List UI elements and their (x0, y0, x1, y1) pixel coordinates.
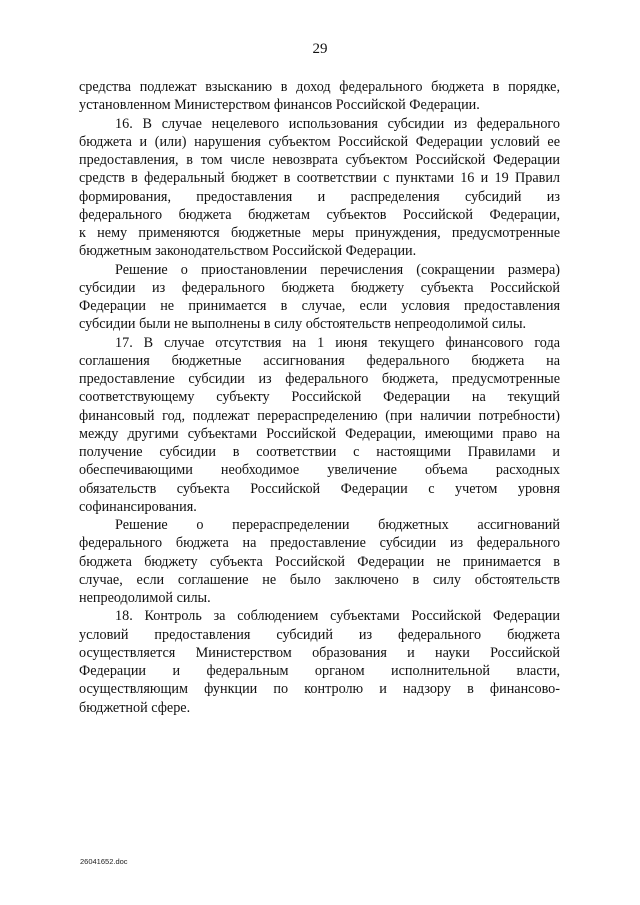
text-line: субсидии были не выполнены в силу обстоятельств непреодолимой силы. (79, 316, 527, 333)
text-line: 16. В случае нецелевого использования субсидии из федерального (115, 115, 560, 132)
text-line: между другими субъектами Российской Федерации, имеющими право на (79, 425, 560, 442)
text-line: Решение о приостановлении перечисления (сокращении размера) (115, 261, 560, 278)
text-line: Федерации и федеральным органом исполнительной власти, (79, 663, 560, 679)
text-line: бюджета бюджету субъекта Российской Федерации не принимается в (79, 553, 560, 570)
text-line: 18. Контроль за соблюдением субъектами Российской Федерации (115, 608, 560, 625)
text-line: софинансирования. (79, 498, 197, 515)
text-line: условий предоставления субсидий из федерального бюджета (79, 626, 560, 643)
text-line: непреодолимой силы. (79, 590, 211, 606)
text-line: Федерации не принимается в случае, если условия предоставления (79, 298, 560, 314)
text-line: соответствующему субъекту Российской Федерации на текущий (79, 389, 560, 406)
text-line: Решение о перераспределении бюджетных ассигнований (115, 517, 560, 533)
text-line: осуществляющим функции по контролю и надзору в финансово- (79, 681, 560, 698)
text-line: установленном Министерством финансов Российской Федерации. (79, 97, 480, 114)
footer-file-name: 26041652.doc (80, 857, 128, 866)
text-line: финансовый год, подлежат перераспределению (при наличии потребности) (79, 407, 560, 424)
text-line: бюджета и (или) нарушения субъектом Российской Федерации условий ее (79, 133, 560, 150)
text-line: субсидии из федерального бюджета бюджету субъекта Российской (79, 279, 560, 296)
text-line: случае, если соглашение не было заключено в силу обстоятельств (79, 571, 560, 588)
text-line: соглашения бюджетные ассигнования федерального бюджета на (79, 352, 560, 369)
text-line: федерального бюджета на предоставление субсидии из федерального (79, 535, 560, 552)
text-line: бюджетной сфере. (79, 699, 191, 716)
document-body (79, 78, 560, 717)
text-line: предоставление субсидии из федерального бюджета, предусмотренные (79, 371, 560, 387)
text-line: средства подлежат взысканию в доход федерального бюджета в порядке, (79, 79, 560, 95)
text-line: осуществляется Министерством образования и науки Российской (79, 644, 560, 661)
text-line: к нему применяются бюджетные меры принуждения, предусмотренные (79, 225, 560, 241)
text-line: 17. В случае отсутствия на 1 июня текущего финансового года (115, 334, 560, 351)
text-line: обеспечивающими необходимое увеличение объема расходных (79, 462, 560, 479)
text-line: федерального бюджета бюджетам субъектов Российской Федерации, (79, 206, 560, 223)
text-line: формирования, предоставления и распределения субсидий из (79, 188, 560, 205)
text-line: бюджетным законодательством Российской Федерации. (79, 243, 417, 260)
text-line: обязательств субъекта Российской Федерации с учетом уровня (79, 480, 560, 497)
page-number: 29 (312, 41, 328, 57)
text-line: предоставления, в том числе невозврата субъектом Российской Федерации (79, 152, 560, 168)
text-line: средств в федеральный бюджет в соответствии с пунктами 16 и 19 Правил (79, 170, 560, 187)
text-line: получение субсидии в соответствии с настоящими Правилами и (79, 444, 560, 460)
